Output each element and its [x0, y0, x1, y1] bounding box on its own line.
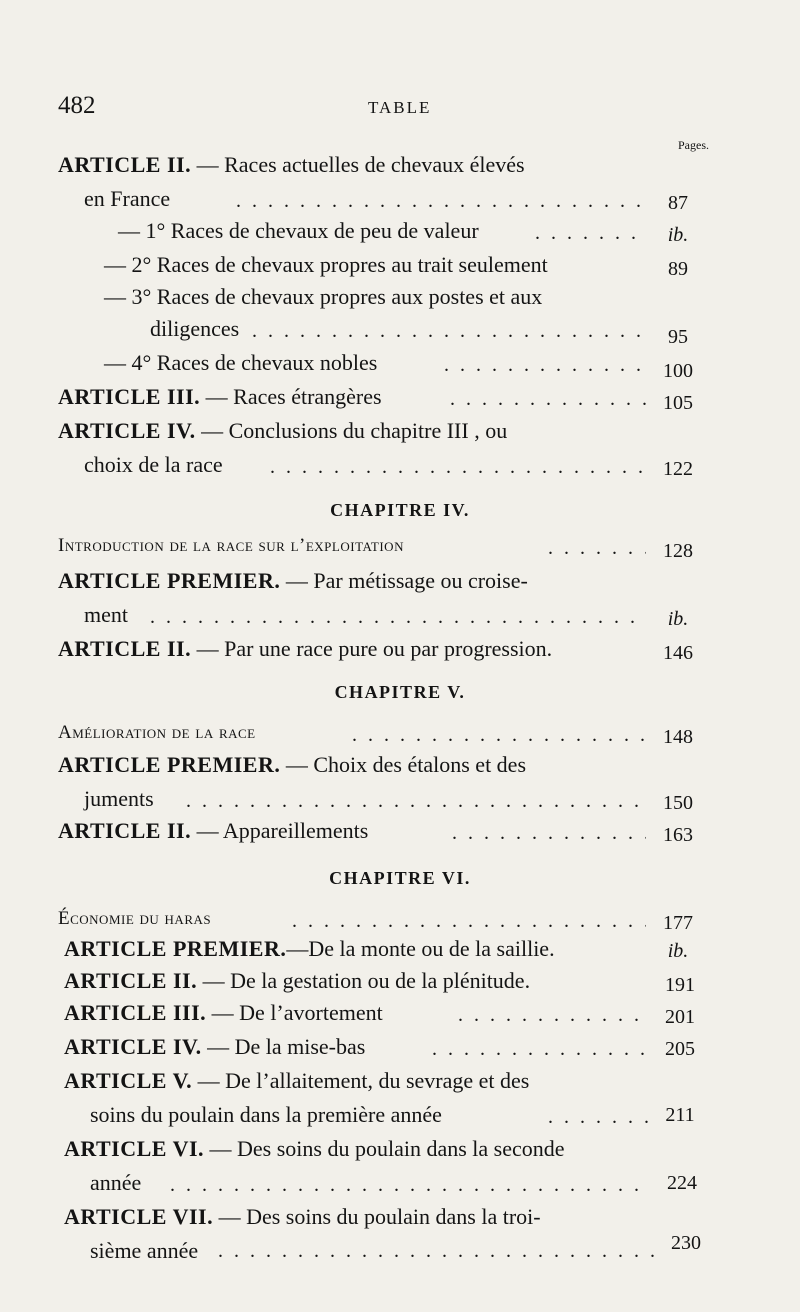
dot-leader: [186, 790, 646, 820]
entry-title: — 4° Races de chevaux nobles: [104, 350, 378, 375]
entry-title-continued: soins du poulain dans la première année: [90, 1102, 442, 1127]
page-ref: 201: [665, 1006, 695, 1028]
dot-leader: [352, 724, 646, 754]
entry-title: — De l’avortement: [206, 1000, 383, 1025]
entry-title: —De la monte ou de la saillie.: [286, 936, 555, 961]
entry-title-continued: année: [90, 1170, 142, 1195]
entry-title: — Races actuelles de chevaux élevés: [191, 152, 525, 177]
article-label: ARTICLE III.: [64, 1000, 207, 1025]
entry-title: — Des soins du poulain dans la seconde: [204, 1136, 565, 1161]
dot-leader: [452, 822, 646, 852]
entry-title-continued: en France: [84, 186, 171, 211]
article-label: ARTICLE VI.: [64, 1136, 205, 1161]
entry-title: Économie du haras: [58, 908, 212, 929]
entry-title: — 3° Races de chevaux propres aux postes et aux: [104, 284, 543, 309]
entry-title: — 1° Races de chevaux de peu de valeur: [118, 218, 479, 243]
chapter-heading: CHAPITRE VI.: [329, 868, 471, 888]
article-label: ARTICLE II.: [58, 152, 192, 177]
page-ref: 230: [671, 1232, 701, 1254]
page-ref: 87: [668, 192, 688, 214]
entry-title-continued: juments: [84, 786, 154, 811]
article-label: ARTICLE III.: [58, 384, 201, 409]
article-label: ARTICLE IV.: [58, 418, 196, 443]
entry-title-continued: choix de la race: [84, 452, 223, 477]
page-ref: 191: [665, 974, 695, 996]
entry-title: — Conclusions du chapitre III , ou: [195, 418, 508, 443]
article-label: ARTICLE II.: [58, 818, 192, 843]
article-label: ARTICLE PREMIER.: [58, 752, 281, 777]
dot-leader: [548, 1106, 648, 1136]
page-ref: 205: [665, 1038, 695, 1060]
page-ref: 177: [663, 912, 693, 934]
article-label: ARTICLE PREMIER.: [64, 936, 287, 961]
page-ref: 122: [663, 458, 693, 480]
entry-title: — Races étrangères: [200, 384, 382, 409]
entry-title: — Des soins du poulain dans la troi-: [213, 1204, 541, 1229]
dot-leader: [150, 606, 646, 636]
entry-title: Amélioration de la race: [58, 722, 256, 743]
page-ref: 146: [663, 642, 693, 664]
entry-title: — Appareillements: [191, 818, 369, 843]
page-ref: 211: [665, 1104, 695, 1126]
dot-leader: [458, 1004, 648, 1034]
article-label: ARTICLE V.: [64, 1068, 193, 1093]
entry-title: — Par une race pure ou par progression.: [191, 636, 553, 661]
pages-column-label: Pages.: [678, 138, 709, 152]
entry-title-continued: sième année: [90, 1238, 199, 1263]
page-ref: 163: [663, 824, 693, 846]
dot-leader: [535, 222, 645, 252]
page-ref: ib.: [667, 940, 689, 962]
page-ref: ib.: [667, 608, 689, 630]
entry-title: — De la gestation ou de la plénitude.: [197, 968, 531, 993]
entry-title: — De l’allaitement, du sevrage et des: [192, 1068, 530, 1093]
article-label: ARTICLE VII.: [64, 1204, 214, 1229]
dot-leader: [170, 1174, 648, 1204]
dot-leader: [548, 537, 646, 567]
page-ref: 95: [668, 326, 688, 348]
entry-title: — 2° Races de chevaux propres au trait seulement: [104, 252, 548, 277]
page-ref: 105: [663, 392, 693, 414]
entry-title-continued: ment: [84, 602, 128, 627]
dot-leader: [252, 320, 646, 350]
page-ref: 224: [667, 1172, 697, 1194]
entry-title-continued: diligences: [150, 316, 240, 341]
page-ref: 100: [663, 360, 693, 382]
dot-leader: [432, 1038, 648, 1068]
dot-leader: [218, 1240, 658, 1270]
article-label: ARTICLE IV.: [64, 1034, 202, 1059]
entry-title: Introduction de la race sur l’exploitation: [58, 535, 404, 556]
page-ref: 89: [668, 258, 688, 280]
entry-title: — De la mise-bas: [201, 1034, 366, 1059]
article-label: ARTICLE PREMIER.: [58, 568, 281, 593]
dot-leader: [444, 354, 646, 384]
article-label: ARTICLE II.: [64, 968, 198, 993]
page-number: 482: [58, 92, 96, 119]
article-label: ARTICLE II.: [58, 636, 192, 661]
dot-leader: [270, 456, 646, 486]
page-ref: 148: [663, 726, 693, 748]
dot-leader: [236, 190, 646, 220]
entry-title: — Choix des étalons et des: [280, 752, 527, 777]
page-ref: 128: [663, 540, 693, 562]
chapter-heading: CHAPITRE V.: [334, 682, 466, 702]
page-ref: 150: [663, 792, 693, 814]
chapter-heading: CHAPITRE IV.: [330, 500, 470, 520]
running-title: TABLE: [368, 98, 432, 117]
entry-title: — Par métissage ou croise-: [280, 568, 528, 593]
dot-leader: [450, 388, 646, 418]
page-header: [58, 92, 723, 122]
page-ref: ib.: [667, 224, 689, 246]
